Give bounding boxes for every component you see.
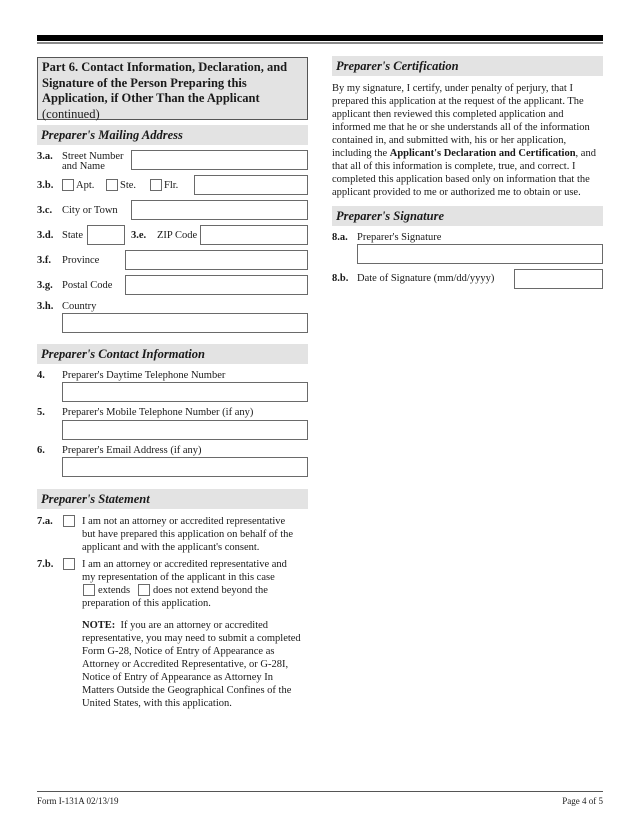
signature-label: Preparer's Signature [357, 232, 442, 243]
item-number: 3.c. [37, 205, 53, 216]
street-label: and Name [62, 161, 105, 172]
province-label: Province [62, 255, 100, 266]
signature-field[interactable] [357, 244, 603, 264]
footer-rule [37, 791, 603, 792]
statement-b-text [82, 558, 287, 584]
zip-input[interactable] [200, 225, 308, 245]
form-id: Form I-131A 02/13/19 [37, 796, 119, 806]
item-number: 8.a. [332, 232, 348, 243]
header-rule-thin [37, 42, 603, 44]
mobile-phone-label: Preparer's Mobile Telephone Number (if any) [62, 407, 254, 418]
text-fragment: including the [332, 148, 390, 159]
item-number: 3.e. [131, 230, 147, 241]
street-input[interactable] [131, 150, 308, 170]
text-line: I am an attorney or accredited representative and [82, 559, 287, 570]
country-input[interactable] [62, 313, 308, 333]
flr-label: Flr. [164, 180, 179, 191]
item-number: 3.g. [37, 280, 53, 291]
statement-a-text [82, 515, 293, 554]
street-label: Street Number [62, 151, 124, 162]
text-line: contained in, and submitted with, his or her application, [332, 135, 567, 146]
country-label: Country [62, 301, 97, 312]
text-line: Notice of Entry of Appearance as Attorney In [82, 672, 273, 683]
text-line: If you are an attorney or accredited [120, 620, 269, 631]
text-line: Matters Outside the Geographical Confines of the [82, 685, 292, 696]
item-number: 8.b. [332, 273, 349, 284]
extends-checkbox[interactable] [83, 584, 95, 596]
part-6-header [37, 57, 308, 120]
item-number: 7.a. [37, 516, 53, 527]
section-heading-signature: Preparer's Signature [332, 206, 603, 226]
email-input[interactable] [62, 457, 308, 477]
daytime-phone-label: Preparer's Daytime Telephone Number [62, 370, 226, 381]
ste-checkbox[interactable] [106, 179, 118, 191]
item-number: 3.h. [37, 301, 54, 312]
section-heading-certification: Preparer's Certification [332, 56, 603, 76]
certification-text [332, 82, 607, 199]
item-number: 3.b. [37, 180, 54, 191]
section-heading-mailing-address: Preparer's Mailing Address [37, 125, 308, 145]
part-title-line: Part 6. Contact Information, Declaration, and [42, 60, 288, 74]
text-line [332, 147, 607, 160]
does-not-extend-checkbox[interactable] [138, 584, 150, 596]
date-label: Date of Signature (mm/dd/yyyy) [357, 273, 495, 284]
statement-b-last-line: preparation of this application. [82, 598, 211, 609]
text-line: applicant provided to me or authorized me to obtain or use. [332, 187, 581, 198]
zip-label: ZIP Code [157, 230, 198, 241]
city-label: City or Town [62, 205, 118, 216]
date-input[interactable] [514, 269, 603, 289]
apt-checkbox[interactable] [62, 179, 74, 191]
note-label: NOTE: [82, 620, 116, 631]
city-input[interactable] [131, 200, 308, 220]
text-line: By my signature, I certify, under penalty of perjury, that I [332, 83, 573, 94]
not-attorney-checkbox[interactable] [63, 515, 75, 527]
text-line: applicant and with the applicant's consent. [82, 542, 260, 553]
daytime-phone-input[interactable] [62, 382, 308, 402]
section-heading-statement: Preparer's Statement [37, 489, 308, 509]
text-line: Attorney or Accredited Representative, or G-28I, [82, 659, 289, 670]
text-line: United States, with this application. [82, 698, 232, 709]
page-number: Page 4 of 5 [562, 796, 603, 806]
text-line: representative, you may need to submit a completed [82, 633, 301, 644]
postal-code-input[interactable] [125, 275, 308, 295]
text-line: that all of this information is complete, true, and correct. I [332, 161, 576, 172]
part-title-line: Application, if Other Than the Applicant [42, 91, 260, 105]
text-line: completed this application based only on information that the [332, 174, 590, 185]
text-line: I am not an attorney or accredited representative [82, 516, 286, 527]
apt-label: Apt. [76, 180, 95, 191]
ste-label: Ste. [120, 180, 137, 191]
state-input[interactable] [87, 225, 125, 245]
part-title-line: Signature of the Person Preparing this [42, 75, 247, 90]
flr-checkbox[interactable] [150, 179, 162, 191]
header-rule-thick [37, 35, 603, 41]
item-number: 3.a. [37, 151, 53, 162]
item-number: 3.d. [37, 230, 54, 241]
email-label: Preparer's Email Address (if any) [62, 445, 202, 456]
text-line: informed me that he or she understands all of the information [332, 122, 590, 133]
item-number: 3.f. [37, 255, 51, 266]
text-fragment: , and [575, 148, 596, 159]
text-line: my representation of the applicant in this case [82, 572, 275, 583]
declaration-reference: Applicant's Declaration and Certification [389, 148, 576, 159]
does-not-extend-label: does not extend beyond the [153, 585, 268, 596]
item-number: 5. [37, 407, 45, 418]
text-line: prepared this application at the request of the applicant. The [332, 96, 584, 107]
province-input[interactable] [125, 250, 308, 270]
mobile-phone-input[interactable] [62, 420, 308, 440]
part-continued: (continued) [42, 106, 100, 121]
extends-label: extends [98, 585, 131, 596]
text-line: but have prepared this application on behalf of the [82, 529, 294, 540]
text-line: applicant then reviewed this completed application and [332, 109, 564, 120]
item-number: 4. [37, 370, 45, 381]
item-number: 6. [37, 445, 45, 456]
section-heading-contact-info: Preparer's Contact Information [37, 344, 308, 364]
note-block [82, 619, 312, 710]
text-line: Form G-28, Notice of Entry of Appearance as [82, 646, 275, 657]
unit-number-input[interactable] [194, 175, 308, 195]
state-label: State [62, 230, 83, 241]
item-number: 7.b. [37, 559, 54, 570]
attorney-checkbox[interactable] [63, 558, 75, 570]
postal-label: Postal Code [62, 280, 113, 291]
